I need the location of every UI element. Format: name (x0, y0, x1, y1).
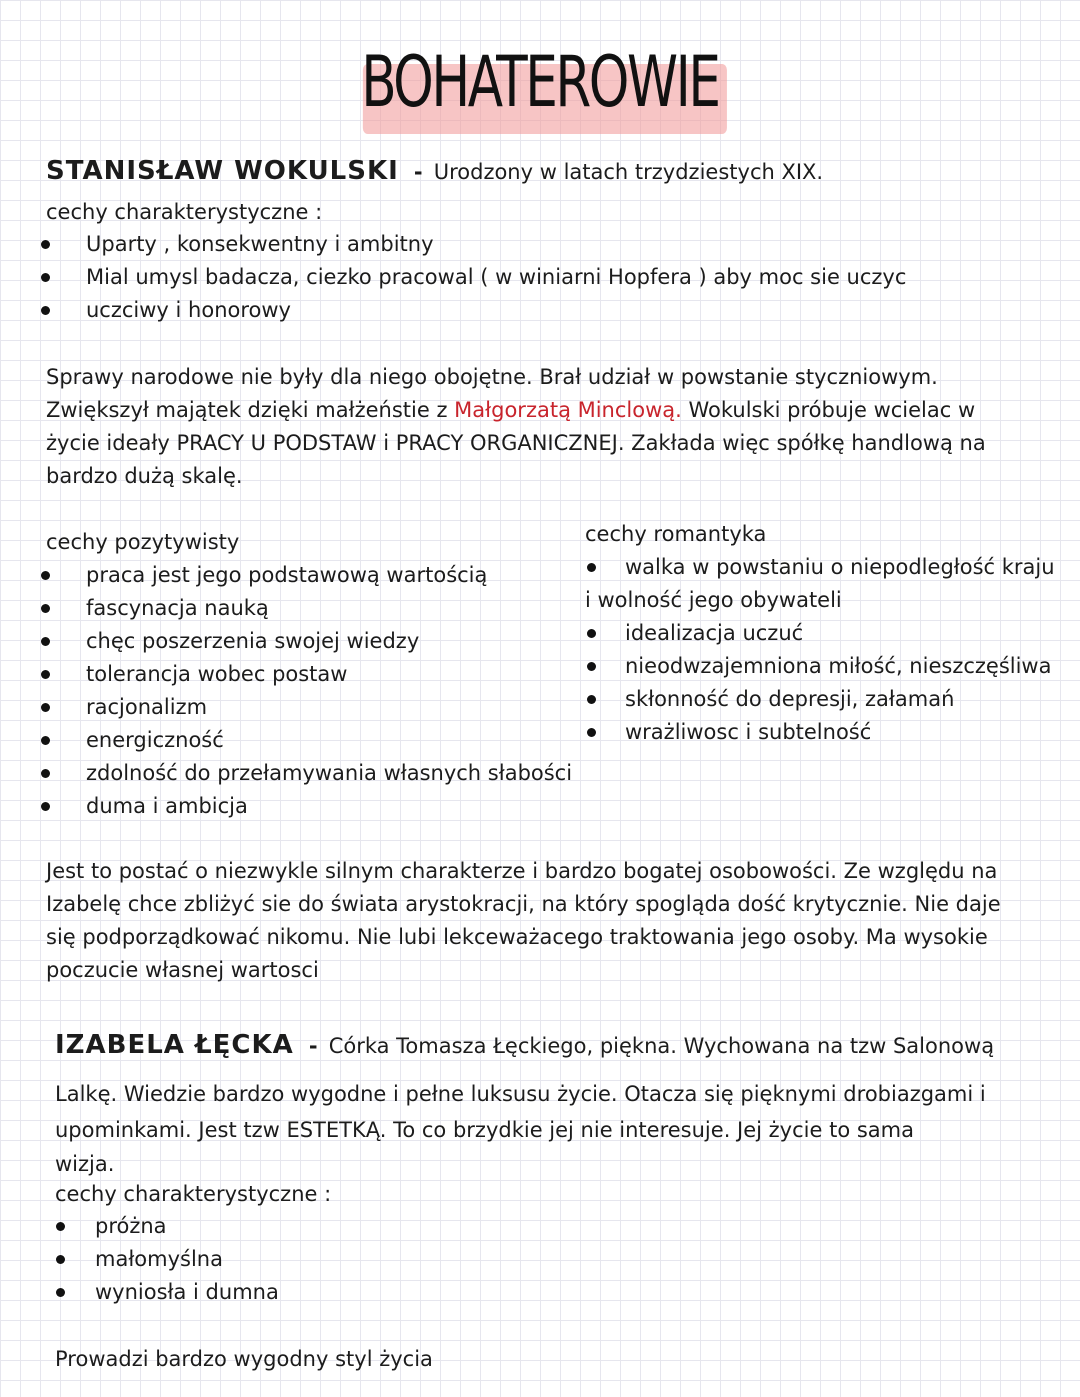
bullet-dot (587, 695, 596, 704)
list-item: małomyślna (95, 1247, 223, 1271)
list-item: fascynacja nauką (86, 596, 269, 620)
wokulski-dash: - (413, 160, 423, 184)
list-item: praca jest jego podstawową wartością (86, 563, 488, 587)
list-item: wyniosła i dumna (95, 1280, 279, 1304)
paragraph-line: się podporządkować nikomu. Nie lubi lekceważacego traktowania jego osoby. Ma wysokie (46, 925, 988, 949)
list-item: Uparty , konsekwentny i ambitny (86, 232, 434, 256)
izabela-name: IZABELA ŁĘCKA (55, 1030, 294, 1060)
bullet-dot (41, 802, 50, 811)
list-item: nieodwzajemniona miłość, nieszczęśliwa (625, 654, 1052, 678)
wokulski-character-paragraph (46, 855, 1056, 987)
bullet-dot (41, 240, 50, 249)
list-item: tolerancja wobec postaw (86, 662, 348, 686)
highlighted-name: Małgorzatą Minclową. (454, 398, 682, 422)
paragraph-line: poczucie własnej wartosci (46, 958, 319, 982)
bullet-dot (41, 306, 50, 315)
wokulski-national-paragraph (46, 361, 1046, 493)
paragraph-line: upominkami. Jest tzw ESTETKĄ. To co brzydkie jej nie interesuje. Jej życie to sama (55, 1118, 914, 1142)
paragraph-line: Lalkę. Wiedzie bardzo wygodne i pełne luksusu życie. Otacza się pięknymi drobiazgami i (55, 1082, 986, 1106)
bullet-dot (41, 637, 50, 646)
bullet-dot (587, 662, 596, 671)
bullet-dot (587, 629, 596, 638)
izabela-closing: Prowadzi bardzo wygodny styl życia (55, 1347, 433, 1371)
paragraph-line: Sprawy narodowe nie były dla niego obojętne. Brał udział w powstanie styczniowym. (46, 365, 938, 389)
bullet-dot (41, 703, 50, 712)
bullet-dot (41, 604, 50, 613)
paragraph-line: życie ideały PRACY U PODSTAW i PRACY ORGANICZNEJ. Zakłada więc spółkę handlową na (46, 431, 986, 455)
bullet-dot (41, 769, 50, 778)
paragraph-line: Jest to postać o niezwykle silnym charakterze i bardzo bogatej osobowości. Ze względu na (46, 859, 998, 883)
bullet-dot (41, 571, 50, 580)
bullet-dot (41, 736, 50, 745)
paragraph-line: bardzo dużą skalę. (46, 464, 243, 488)
paragraph-line (46, 394, 1046, 427)
list-item: idealizacja uczuć (625, 621, 804, 645)
list-item: energiczność (86, 728, 224, 752)
bullet-dot (56, 1222, 65, 1231)
list-item: próżna (95, 1214, 167, 1238)
list-item: Mial umysl badacza, ciezko pracowal ( w winiarni Hopfera ) aby moc sie uczyc (86, 265, 907, 289)
bullet-dot (41, 670, 50, 679)
list-item: walka w powstaniu o niepodległość kraju (625, 555, 1055, 579)
izabela-heading (55, 1030, 994, 1060)
wokulski-heading (46, 156, 823, 186)
page-title (361, 40, 718, 124)
list-item-continuation: i wolność jego obywateli (585, 588, 842, 612)
list-item: zdolność do przełamywania własnych słabości (86, 761, 573, 785)
list-item: racjonalizm (86, 695, 208, 719)
paragraph-text: Wokulski próbuje wcielac w (681, 398, 976, 422)
paragraph-line: wizja. (55, 1152, 115, 1176)
izabela-dash: - (308, 1034, 318, 1058)
title-wrapper (0, 40, 1080, 124)
paragraph-line: Izabelę chce zbliżyć sie do świata arystokracji, na który spogląda dość krytycznie. Nie daje (46, 892, 1001, 916)
list-item: wrażliwosc i subtelność (625, 720, 872, 744)
wokulski-traits-label: cechy charakterystyczne : (46, 200, 323, 224)
list-item: duma i ambicja (86, 794, 248, 818)
wokulski-name: STANISŁAW WOKULSKI (46, 156, 399, 186)
romantic-label: cechy romantyka (585, 522, 767, 546)
list-item: uczciwy i honorowy (86, 298, 291, 322)
wokulski-intro: Urodzony w latach trzydziestych XIX. (433, 160, 824, 184)
bullet-dot (41, 273, 50, 282)
izabela-paragraph (55, 1076, 1055, 1181)
list-item: skłonność do depresji, załamań (625, 687, 955, 711)
list-item: chęc poszerzenia swojej wiedzy (86, 629, 420, 653)
bullet-dot (56, 1255, 65, 1264)
izabela-intro: Córka Tomasza Łęckiego, piękna. Wychowana na tzw Salonową (328, 1034, 995, 1058)
bullet-dot (56, 1288, 65, 1297)
positivist-label: cechy pozytywisty (46, 530, 240, 554)
izabela-traits-label: cechy charakterystyczne : (55, 1182, 332, 1206)
bullet-dot (587, 563, 596, 572)
page-title-text: BOHATEROWIE (361, 41, 719, 123)
bullet-dot (587, 728, 596, 737)
paragraph-text: Zwiększył majątek dzięki małżeństie z (46, 398, 455, 422)
